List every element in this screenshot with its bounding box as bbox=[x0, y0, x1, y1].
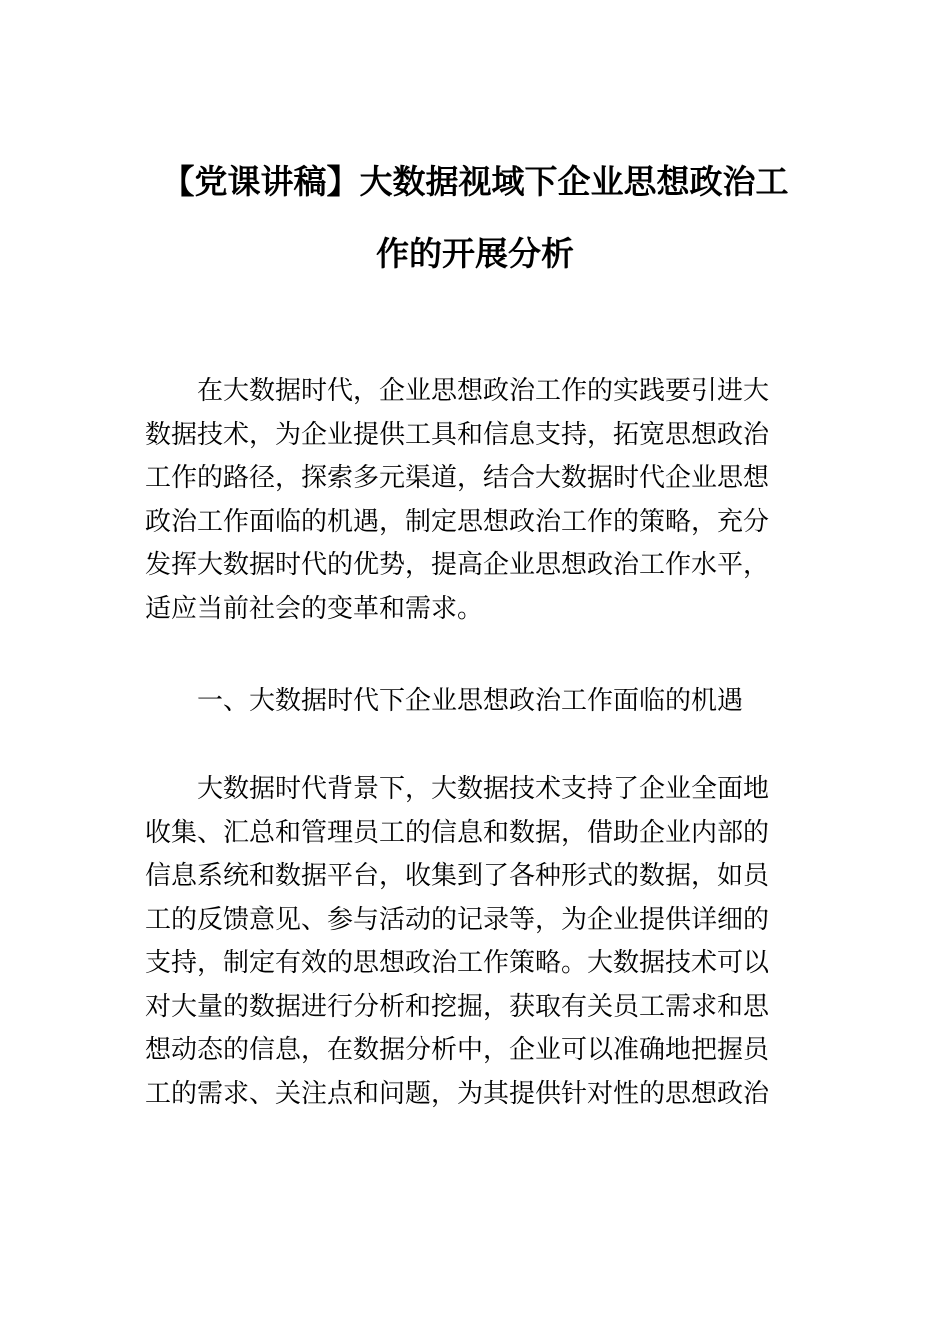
paragraph-line: 数据技术，为企业提供工具和信息支持，拓宽思想政治 bbox=[145, 419, 770, 450]
paragraph-line: 信息系统和数据平台，收集到了各种形式的数据，如员 bbox=[145, 861, 770, 891]
paragraph-line: 发挥大数据时代的优势，提高企业思想政治工作水平， bbox=[145, 550, 770, 580]
paragraph-line: 大数据时代背景下，大数据技术支持了企业全面地 bbox=[197, 774, 770, 804]
paragraph-line: 适应当前社会的变革和需求。 bbox=[145, 593, 484, 624]
body-paragraph bbox=[145, 768, 810, 1116]
paragraph-line: 收集、汇总和管理员工的信息和数据，借助企业内部的 bbox=[145, 817, 770, 848]
intro-paragraph bbox=[145, 370, 810, 631]
section-heading: 一、大数据时代下企业思想政治工作面临的机遇 bbox=[197, 686, 744, 716]
paragraph-line: 工的需求、关注点和问题，为其提供针对性的思想政治 bbox=[145, 1078, 770, 1109]
paragraph-line: 对大量的数据进行分析和挖掘，获取有关员工需求和思 bbox=[145, 991, 770, 1022]
paragraph-line: 工作的路径，探索多元渠道，结合大数据时代企业思想 bbox=[145, 463, 770, 493]
paragraph-line: 工的反馈意见、参与活动的记录等，为企业提供详细的 bbox=[145, 904, 770, 935]
paragraph-line: 支持，制定有效的思想政治工作策略。大数据技术可以 bbox=[145, 948, 770, 978]
document-title bbox=[140, 146, 810, 290]
paragraph-line: 在大数据时代，企业思想政治工作的实践要引进大 bbox=[197, 376, 770, 406]
title-line-2: 作的开展分析 bbox=[376, 234, 574, 273]
paragraph-line: 政治工作面临的机遇，制定思想政治工作的策略，充分 bbox=[145, 506, 770, 537]
title-line-1: 【党课讲稿】大数据视域下企业思想政治工 bbox=[161, 162, 789, 201]
paragraph-line: 想动态的信息，在数据分析中，企业可以准确地把握员 bbox=[145, 1035, 770, 1065]
